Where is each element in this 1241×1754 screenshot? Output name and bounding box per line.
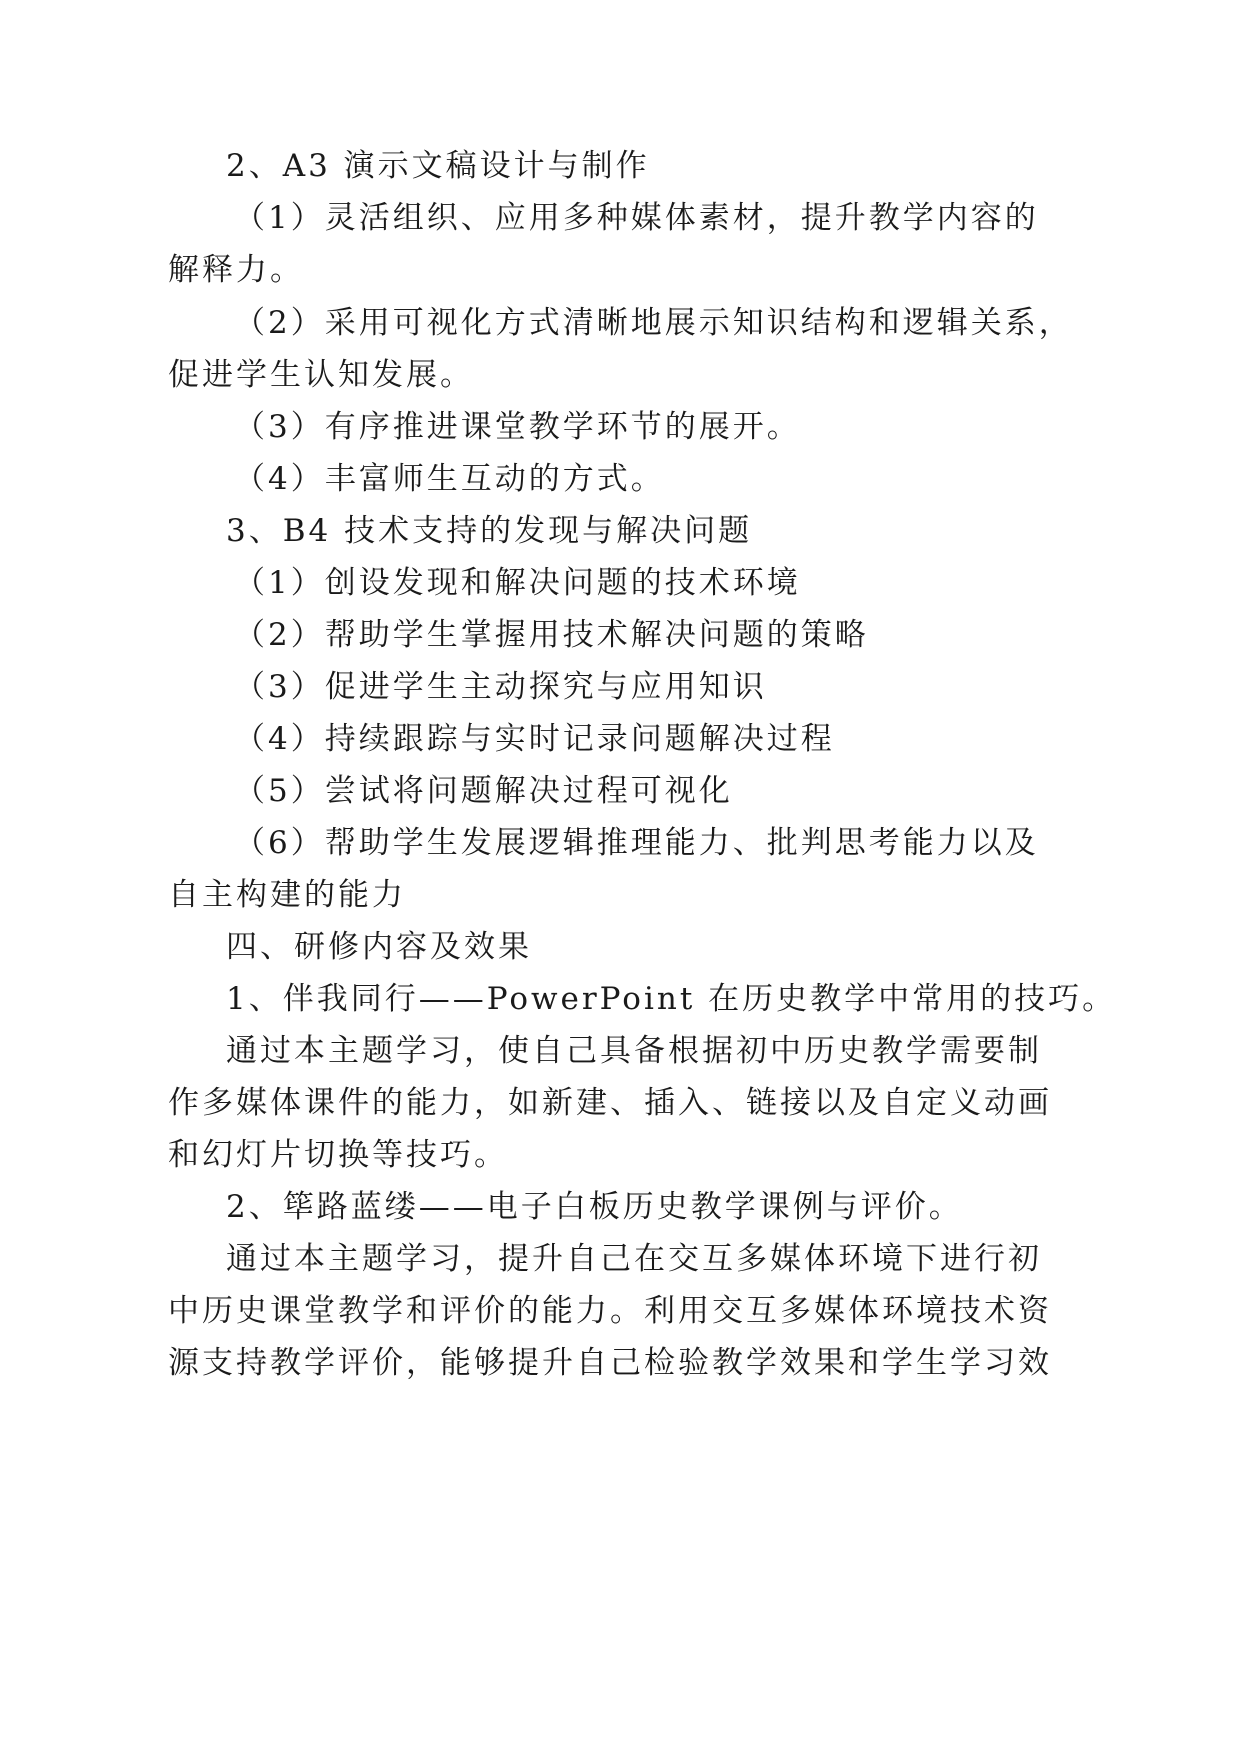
list-item: （4）持续跟踪与实时记录问题解决过程	[234, 721, 835, 757]
list-item: （3）有序推进课堂教学环节的展开。	[234, 409, 801, 445]
paragraph-line: 通过本主题学习，使自己具备根据初中历史教学需要制	[226, 1033, 1042, 1069]
section-heading: 3、B4 技术支持的发现与解决问题	[226, 513, 753, 549]
paragraph-line: 和幻灯片切换等技巧。	[168, 1137, 508, 1173]
list-item: （4）丰富师生互动的方式。	[234, 461, 665, 497]
list-item: （1）灵活组织、应用多种媒体素材，提升教学内容的	[234, 200, 1039, 236]
paragraph-line: 源支持教学评价，能够提升自己检验教学效果和学生学习效	[168, 1345, 1052, 1381]
paragraph-line: 作多媒体课件的能力，如新建、插入、链接以及自定义动画	[168, 1085, 1052, 1121]
list-item: （2）采用可视化方式清晰地展示知识结构和逻辑关系，	[234, 305, 1073, 341]
section-heading: 四、研修内容及效果	[226, 929, 532, 965]
list-item: （2）帮助学生掌握用技术解决问题的策略	[234, 617, 869, 653]
list-item-continuation: 解释力。	[168, 252, 304, 288]
list-item: （3）促进学生主动探究与应用知识	[234, 669, 767, 705]
paragraph-line: 通过本主题学习，提升自己在交互多媒体环境下进行初	[226, 1241, 1042, 1277]
list-item-continuation: 自主构建的能力	[168, 877, 406, 913]
subsection-heading: 2、筚路蓝缕——电子白板历史教学课例与评价。	[226, 1189, 963, 1225]
list-item: （6）帮助学生发展逻辑推理能力、批判思考能力以及	[234, 825, 1039, 861]
list-item: （1）创设发现和解决问题的技术环境	[234, 565, 801, 601]
subsection-heading: 1、伴我同行——PowerPoint 在历史教学中常用的技巧。	[226, 981, 1117, 1017]
list-item-continuation: 促进学生认知发展。	[168, 357, 474, 393]
section-heading: 2、A3 演示文稿设计与制作	[226, 148, 650, 184]
list-item: （5）尝试将问题解决过程可视化	[234, 773, 733, 809]
paragraph-line: 中历史课堂教学和评价的能力。利用交互多媒体环境技术资	[168, 1293, 1052, 1329]
